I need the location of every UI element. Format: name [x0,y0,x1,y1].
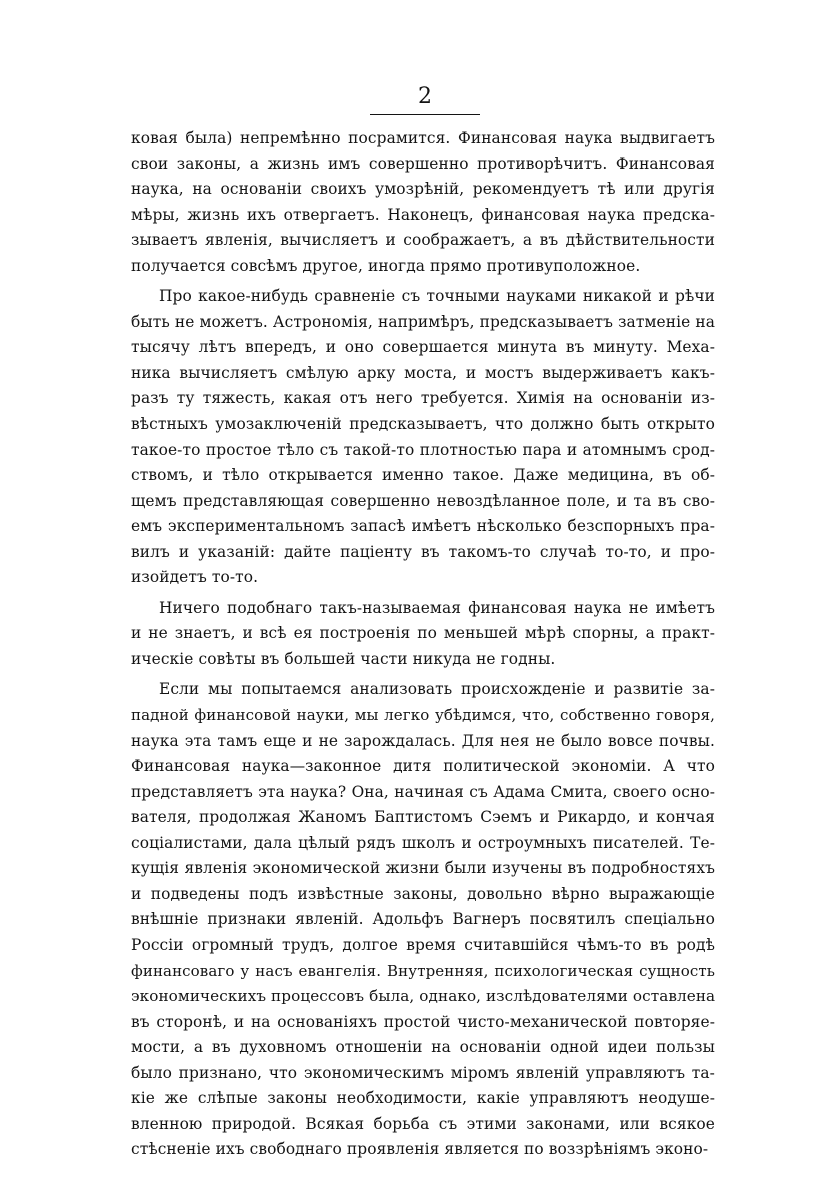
text-line: изойдетъ то-то. [131,568,259,587]
text-line: и подведены подъ извѣстные законы, довольно вѣрно выражающіе [131,884,715,903]
text-line: въ сторонѣ, и на основаніяхъ простой чисто-механической повторяе- [131,1012,715,1031]
text-line: Финансовая наука—законное дитя политической экономіи. А что [131,757,715,776]
text-line: падной финансовой науки, мы легко убѣдимся, что, собственно говоря, [131,706,715,725]
text-line: внѣшніе признаки явленій. Адольфъ Вагнеръ посвятилъ спеціально [131,910,715,929]
text-line: экономическихъ процессовъ была, однако, изслѣдователями оставлена [131,987,716,1006]
text-line: представляетъ эта наука? Она, начиная съ Адама Смита, своего осно- [131,782,715,801]
text-line: соціалистами, дала цѣлый рядъ школъ и остроумныхъ писателей. Те- [131,833,715,852]
text-line: вилъ и указаній: дайте паціенту въ такомъ-то случаѣ то-то, и про- [131,542,715,561]
text-line: ическіе совѣты въ большей части никуда не годны. [131,649,556,668]
paragraph [131,677,715,1162]
text-line: и не знаетъ, и всѣ ея построенія по меньшей мѣрѣ спорны, а практ- [131,624,715,643]
text-line: Про какое-нибудь сравненіе съ точными науками никакой и рѣчи [159,287,715,306]
text-line: свои законы, а жизнь имъ совершенно противорѣчитъ. Финансовая [131,154,715,173]
text-line: ствомъ, и тѣло открывается именно такое. Даже медицина, въ об- [131,466,715,485]
text-line: быть не можетъ. Астрономія, напримѣръ, предсказываетъ затменіе на [131,312,715,331]
text-line: зываетъ явленія, вычисляетъ и соображаетъ, а въ дѣйствительности [131,231,715,250]
text-line: было признано, что экономическимъ міромъ явленій управляютъ та- [131,1063,715,1082]
text-line: вѣстныхъ умозаключеній предсказываетъ, что должно быть открыто [131,415,715,434]
text-line: вателя, продолжая Жаномъ Баптистомъ Сэемъ и Рикардо, и кончая [131,808,715,827]
text-line: мѣры, жизнь ихъ отвергаетъ. Наконецъ, финансовая наука предска- [131,205,715,224]
text-line: получается совсѣмъ другое, иногда прямо противуположное. [131,256,641,275]
paragraph [131,284,715,591]
text-line: Ничего подобнаго такъ-называемая финансовая наука не имѣетъ [159,598,715,617]
page-number: 2 [418,84,432,109]
text-line: емъ экспериментальномъ запасѣ имѣетъ нѣсколько безспорныхъ пра- [131,517,715,536]
text-line: ковая была) непремѣнно посрамится. Финансовая наука выдвигаетъ [131,129,715,147]
paragraph [131,126,715,279]
text-line: тысячу лѣтъ впередъ, и оно совершается минута въ минуту. Меха- [131,338,715,357]
text-line: щемъ представляющая совершенно невоздѣланное поле, и та въ сво- [131,491,715,510]
text-line: кущія явленія экономической жизни были изучены въ подробностяхъ [131,859,715,878]
text-line: такое-то простое тѣло съ такой-то плотностью пара и атомнымъ срод- [131,440,715,459]
text-line: Если мы попытаемся анализовать происхожденіе и развитіе за- [159,680,715,699]
text-line: кіе же слѣпые законы необходимости, какіе управляютъ неодуше- [131,1089,715,1108]
text-line: ника вычисляетъ смѣлую арку моста, и мостъ выдерживаетъ какъ- [131,363,715,382]
text-line: разъ ту тяжесть, какая отъ него требуется. Химія на основаніи из- [131,389,715,408]
header-rule [370,114,480,115]
text-line: финансоваго у насъ евангелія. Внутренняя, психологическая сущность [131,961,715,980]
text-line: мости, а въ духовномъ отношеніи на основаніи одной идеи пользы [131,1038,715,1057]
body-text [131,126,715,1163]
text-line: Россіи огромный трудъ, долгое время считавшійся чѣмъ-то въ родѣ [131,935,715,954]
text-line: стѣсненіе ихъ свободнаго проявленія является по воззрѣніямъ эконо- [131,1140,709,1159]
text-line: наука, на основаніи своихъ умозрѣній, рекомендуетъ тѣ или другія [131,180,715,199]
text-line: наука эта тамъ еще и не зарождалась. Для нея не было вовсе почвы. [131,731,715,750]
text-line: вленною природой. Всякая борьба съ этими законами, или всякое [131,1114,715,1133]
paragraph [131,596,715,673]
